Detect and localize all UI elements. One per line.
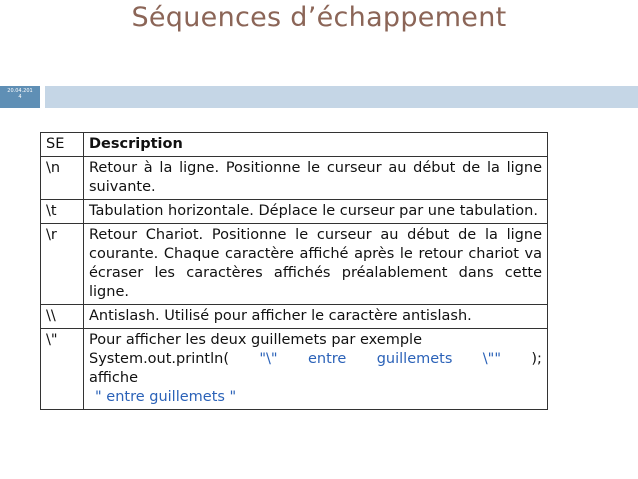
header-rule-bar (45, 86, 638, 108)
row-description: Retour à la ligne. Positionne le curseur au début de la ligne suivante. (84, 157, 548, 200)
row-code: \\ (41, 305, 84, 329)
example-code-line (89, 350, 542, 369)
escape-sequence-table (40, 132, 548, 410)
table-row (41, 224, 548, 305)
table-row (41, 329, 548, 410)
table-row (41, 157, 548, 200)
row-description: Retour Chariot. Positionne le curseur au début de la ligne courante. Chaque caractère affiché après le retour chariot va écraser les caractères affichés préalablement dans cette ligne. (84, 224, 548, 305)
table-row (41, 305, 548, 329)
header-code: SE (41, 133, 84, 157)
row-description: Tabulation horizontale. Déplace le curseur par une tabulation. (84, 200, 548, 224)
example-code-part: guillemets (376, 351, 453, 367)
example-code-part: "\" (259, 351, 278, 367)
example-code-part: \"" (482, 351, 502, 367)
row-code: \r (41, 224, 84, 305)
slide-title: Séquences d’échappement (131, 2, 507, 33)
row-code: \" (41, 329, 84, 410)
example-code-part: entre (307, 351, 347, 367)
example-affiche-label: affiche (89, 370, 138, 386)
header-description: Description (84, 133, 548, 157)
row-code: \t (41, 200, 84, 224)
table-header-row (41, 133, 548, 157)
date-label: 20.04.201 4 (7, 88, 33, 100)
example-output: " entre guillemets " (95, 389, 237, 405)
example-intro: Pour afficher les deux guillemets par exemple (89, 332, 422, 348)
row-code: \n (41, 157, 84, 200)
example-code-part: ); (531, 351, 542, 367)
row-description: Antislash. Utilisé pour afficher le caractère antislash. (84, 305, 548, 329)
row-description (84, 329, 548, 410)
table-row (41, 200, 548, 224)
example-code-part: System.out.println( (89, 351, 229, 367)
